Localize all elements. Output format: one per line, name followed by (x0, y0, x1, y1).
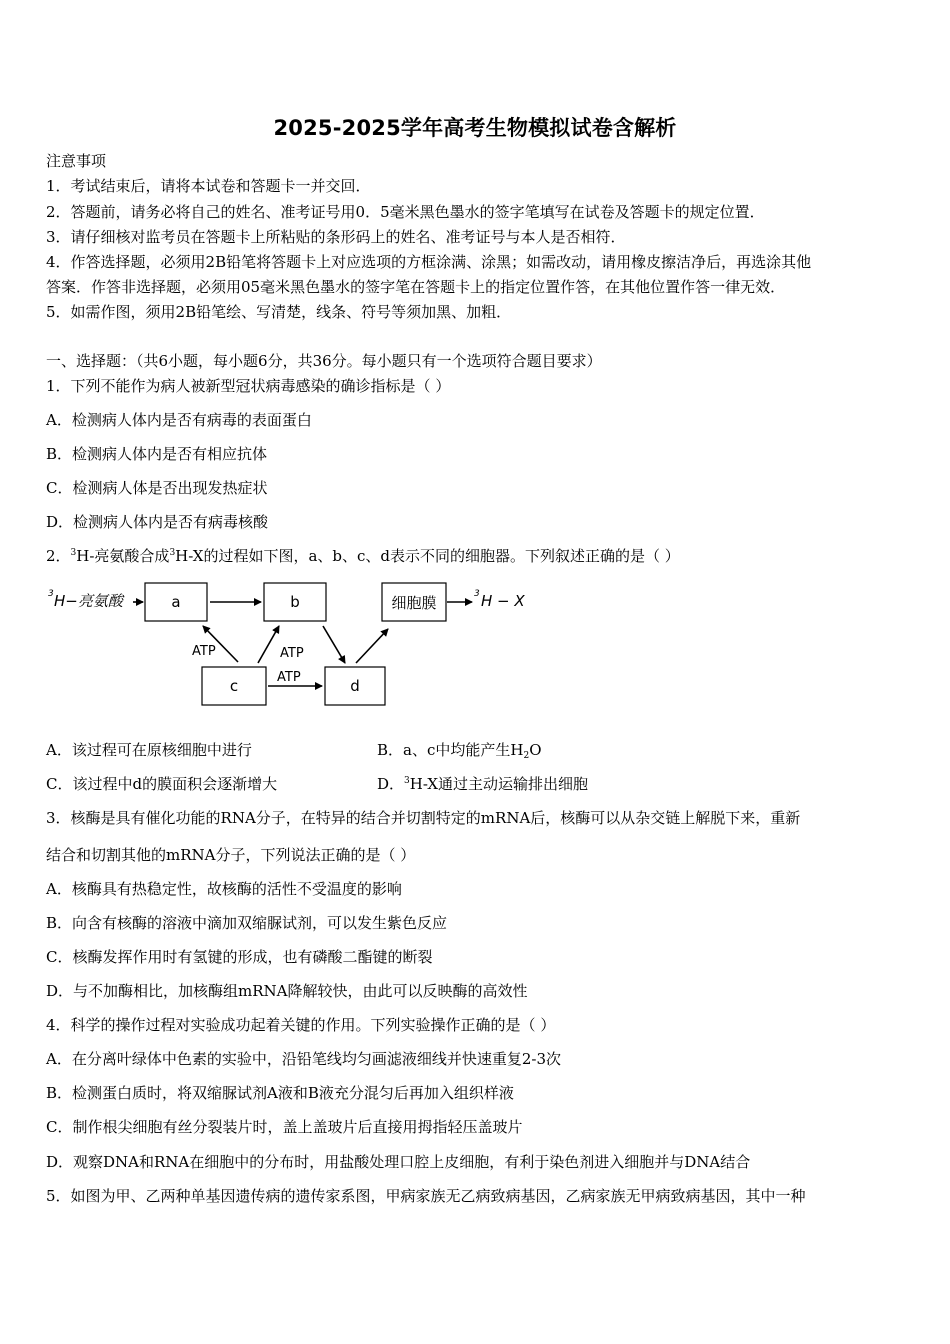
output-label: H − X (481, 592, 525, 610)
q3-option-c: C．核酶发挥作用时有氢键的形成，也有磷酸二酯键的断裂 (46, 948, 433, 966)
q2-option-c: C．该过程中d的膜面积会逐渐增大 (46, 775, 278, 793)
atp-label-c-a: ATP (192, 644, 216, 659)
notice-item-3: 3．请仔细核对监考员在答题卡上所粘贴的条形码上的姓名、准考证号与本人是否相符． (46, 228, 626, 246)
q4-stem: 4．科学的操作过程对实验成功起着关键的作用。下列实验操作正确的是（ ） (46, 1016, 556, 1034)
q2-stem: 2．$^3$H-亮氨酸合成$^3$H-X的过程如下图，a、b、c、d表示不同的细胞器。下列叙述正确的是（ ） (46, 547, 680, 565)
q1-option-a: A．检测病人体内是否有病毒的表面蛋白 (46, 411, 312, 429)
q1-stem: 1．下列不能作为病人被新型冠状病毒感染的确诊指标是（ ） (46, 377, 451, 395)
q2-option-d: D．$^3$H-X通过主动运输排出细胞 (377, 775, 589, 793)
q1-option-b: B．检测病人体内是否有相应抗体 (46, 445, 268, 463)
organelle-diagram (40, 574, 560, 716)
q1-option-d: D．检测病人体内是否有病毒核酸 (46, 513, 269, 531)
box-membrane-label: 细胞膜 (391, 594, 437, 612)
q4-option-b: B．检测蛋白质时，将双缩脲试剂A液和B液充分混匀后再加入组织样液 (46, 1084, 514, 1102)
q3-stem-line1: 3．核酶是具有催化功能的RNA分子，在特异的结合并切割特定的mRNA后，核酶可以从杂交链上解脱下来，重新 (46, 809, 801, 827)
box-b-label: b (290, 593, 300, 611)
notice-item-4: 4．作答选择题，必须用2B铅笔将答题卡上对应选项的方框涂满、涂黑；如需改动，请用橡皮擦洁净后，再选涂其他 (46, 253, 812, 271)
q2-option-b: B．a、c中均能产生$H_2O$ (377, 741, 542, 761)
box-c-label: c (229, 677, 239, 695)
section-heading: 一、选择题：（共6小题，每小题6分，共36分。每小题只有一个选项符合题目要求） (46, 352, 602, 370)
q3-option-b: B．向含有核酶的溶液中滴加双缩脲试剂，可以发生紫色反应 (46, 914, 448, 932)
notice-item-5: 5．如需作图，须用2B铅笔绘、写清楚，线条、符号等须加黑、加粗． (46, 303, 512, 321)
arrow-c-to-b (258, 626, 279, 663)
notice-heading: 注意事项 (46, 152, 107, 170)
atp-label-c-b: ATP (280, 646, 304, 661)
arrow-d-to-membrane (356, 629, 388, 663)
q3-stem-line2: 结合和切割其他的mRNA分子，下列说法正确的是（ ） (46, 846, 416, 864)
output-superscript: 3 (474, 589, 480, 599)
q4-option-c: C．制作根尖细胞有丝分裂装片时，盖上盖玻片后直接用拇指轻压盖玻片 (46, 1118, 523, 1136)
q4-option-d: D．观察DNA和RNA在细胞中的分布时，用盐酸处理口腔上皮细胞，有利于染色剂进入细胞并与DNA结合 (46, 1153, 751, 1171)
notice-item-4-cont: 答案．作答非选择题，必须用05毫米黑色墨水的签字笔在答题卡上的指定位置作答，在其他位置作答一律无效． (46, 278, 786, 296)
q4-option-a: A．在分离叶绿体中色素的实验中，沿铅笔线均匀画滤液细线并快速重复2-3次 (46, 1050, 561, 1068)
box-a-label: a (171, 593, 181, 611)
box-d-label: d (350, 677, 360, 695)
atp-label-c-d: ATP (277, 670, 301, 685)
notice-item-1: 1．考试结束后，请将本试卷和答题卡一并交回． (46, 177, 371, 195)
arrow-b-to-d (323, 626, 345, 663)
q5-stem: 5．如图为甲、乙两种单基因遗传病的遗传家系图，甲病家族无乙病致病基因，乙病家族无甲病致病基因，其中一种 (46, 1187, 806, 1205)
q3-option-d: D．与不加酶相比，加核酶组mRNA降解较快，由此可以反映酶的高效性 (46, 982, 528, 1000)
notice-item-2: 2．答题前，请务必将自己的姓名、准考证号用0．5毫米黑色墨水的签字笔填写在试卷及答题卡的规定位置． (46, 203, 765, 221)
q2-option-a: A．该过程可在原核细胞中进行 (46, 741, 252, 759)
q1-option-c: C．检测病人体是否出现发热症状 (46, 479, 268, 497)
exam-title: 2025-2025学年高考生物模拟试卷含解析 (273, 116, 677, 140)
input-label: H−亮氨酸 (54, 592, 123, 610)
input-superscript: 3 (48, 589, 54, 599)
q3-option-a: A．核酶具有热稳定性，故核酶的活性不受温度的影响 (46, 880, 402, 898)
